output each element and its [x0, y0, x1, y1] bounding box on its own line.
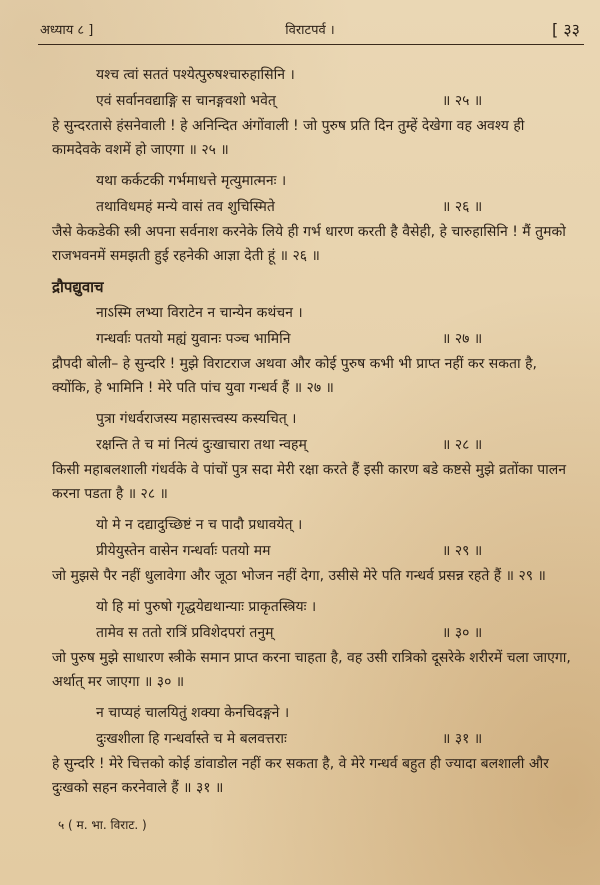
page-content [52, 62, 572, 800]
verse-line: यश्च त्वां सततं पश्येत्पुरुषश्चारुहासिनि । [96, 67, 295, 83]
page-number: [ ३३ [552, 20, 580, 39]
verse-text: रक्षन्ति ते च मां नित्यं दुःखाचारा तथा न्वहम् [96, 437, 307, 453]
verse-number: ॥ २९ ॥ [442, 543, 483, 559]
verse-line: यो हि मां पुरुषो गृद्धयेद्यथान्याः प्राकृतस्त्रियः । [96, 599, 317, 615]
verse-line: नाऽस्मि लभ्या विराटेन न चान्येन कथंचन । [96, 305, 303, 321]
book-title: विराटपर्व । [285, 23, 335, 38]
verse-text: तथाविधमहं मन्ये वासं तव शुचिस्मिते [96, 199, 275, 215]
verse-text: दुःखशीला हि गन्धर्वास्ते च मे बलवत्तराः [96, 731, 287, 747]
translation: द्रौपदी बोली– हे सुन्दरि ! मुझे विराटराज अथवा और कोई पुरुष कभी भी प्राप्त नहीं कर सकता है, क्योंकि, हे भामिनि ! मेरे पति पांच युवा गन्धर्व हैं ॥ २७ ॥ [52, 356, 537, 396]
translation: जो मुझसे पैर नहीं धुलावेगा और जूठा भोजन नहीं देगा, उसीसे मेरे पति गन्धर्व प्रसन्न रहते हैं ॥ २९ ॥ [52, 568, 546, 584]
translation: जैसे केकडेकी स्त्री अपना सर्वनाश करनेके लिये ही गर्भ धारण करती है वैसेही, हे चारुहासिनि ! मैं तुमको राजभवनमें समझती हुई रहनेकी आज्ञा देती हूं ॥ २६ ॥ [52, 224, 566, 264]
verse-line: यो मे न दद्यादुच्छिष्टं न च पादौ प्रधावयेत् । [96, 517, 303, 533]
verse-line: न चाप्यहं चालयितुं शक्या केनचिदङ्गने । [96, 705, 290, 721]
verse-number: ॥ २५ ॥ [442, 93, 483, 109]
translation: जो पुरुष मुझे साधारण स्त्रीके समान प्राप्त करना चाहता है, वह उसी रात्रिको दूसरेके शरीरमें चला जाएगा, अर्थात् मर जाएगा ॥ ३० ॥ [52, 650, 571, 690]
verse-text: गन्धर्वाः पतयो मह्यं युवानः पञ्च भामिनि [96, 331, 291, 347]
running-header [40, 20, 580, 42]
chapter-label: अध्याय ८ ] [40, 23, 94, 38]
verse-line: यथा कर्कटकी गर्भमाधत्ते मृत्युमात्मनः । [96, 173, 287, 189]
verse-number: ॥ ३१ ॥ [442, 731, 483, 747]
verse-number: ॥ २८ ॥ [442, 437, 483, 453]
verse-number: ॥ ३० ॥ [442, 625, 483, 641]
verse-line [52, 538, 572, 564]
header-rule [38, 44, 584, 45]
verse-line [52, 88, 572, 114]
verse-number: ॥ २७ ॥ [442, 331, 483, 347]
verse-line [52, 620, 572, 646]
verse-text: तामेव स ततो रात्रिं प्रविशेदपरां तनुम् [96, 625, 274, 641]
verse-number: ॥ २६ ॥ [442, 199, 483, 215]
translation: हे सुन्दरि ! मेरे चित्तको कोई डांवाडोल नहीं कर सकता है, वे मेरे गन्धर्व बहुत ही ज्यादा बलशाली और दुःखको सहन करनेवाले हैं ॥ ३१ ॥ [52, 756, 549, 796]
speaker-heading: द्रौपद्युवाच [52, 278, 104, 296]
verse-line: पुत्रा गंधर्वराजस्य महासत्त्वस्य कस्यचित् । [96, 411, 297, 427]
verse-line [52, 726, 572, 752]
verse-line [52, 194, 572, 220]
signature-mark: ५ ( म. भा. विराट. ) [58, 818, 147, 832]
verse-text: एवं सर्वानवद्याङ्गि स चानङ्गवशो भवेत् [96, 93, 276, 109]
translation: किसी महाबलशाली गंधर्वके वे पांचों पुत्र सदा मेरी रक्षा करते हैं इसी कारण बडे कष्टसे मुझे व्रतोंका पालन करना पडता है ॥ २८ ॥ [52, 462, 567, 502]
verse-line [52, 326, 572, 352]
verse-line [52, 432, 572, 458]
verse-text: प्रीयेयुस्तेन वासेन गन्धर्वाः पतयो मम [96, 543, 271, 559]
translation: हे सुन्दरतासे हंसनेवाली ! हे अनिन्दित अंगोंवाली ! जो पुरुष प्रति दिन तुम्हें देखेगा वह अवश्य ही कामदेवके वशमें हो जाएगा ॥ २५ ॥ [52, 118, 525, 158]
